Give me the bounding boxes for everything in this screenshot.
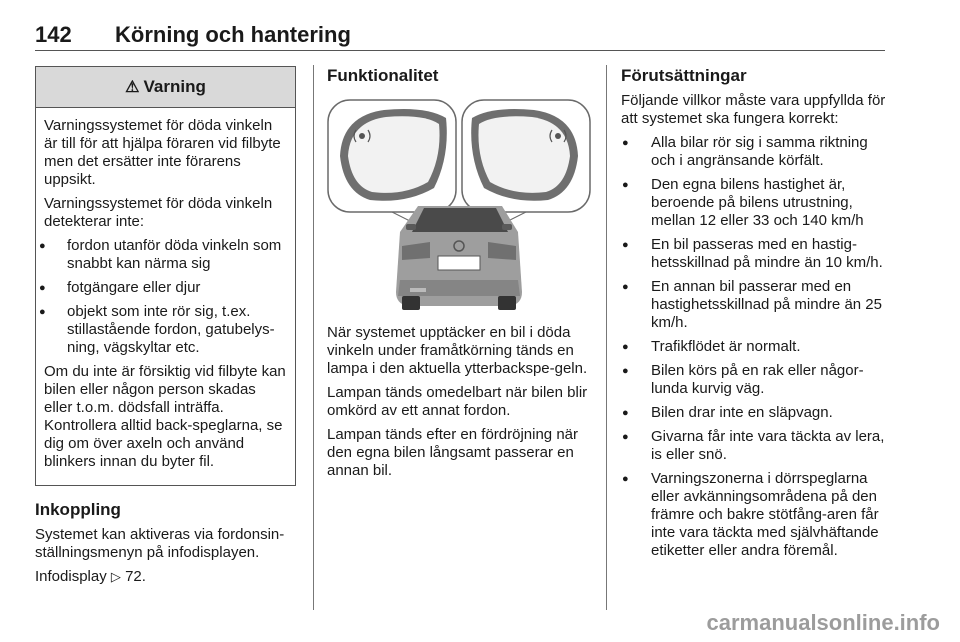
cross-reference <box>35 568 300 586</box>
section-heading: Förutsättningar <box>621 66 747 85</box>
page-number: 142 <box>35 22 72 47</box>
column-divider <box>606 65 607 610</box>
list-item: ● En bil passeras med en hastig-hetsskillnad på mindre än 10 km/h. <box>621 236 889 272</box>
inkoppling-section <box>35 500 300 592</box>
list-item: ● Bilen körs på en rak eller någor-lunda kurvig väg. <box>621 362 889 398</box>
reference-page[interactable]: 72. <box>125 568 146 585</box>
page-header <box>35 14 885 51</box>
warning-paragraph: Om du inte är försiktig vid filbyte kan bilen eller någon person skadas eller t.o.m. dödsfall inträffa. Kontrollera alltid back-speglarna, se dig om över axeln och använd blinkers innan du byter fil. <box>44 363 286 470</box>
warning-paragraph: Varningssystemet för döda vinkeln detekterar inte: <box>44 195 273 230</box>
car-rear-view <box>396 206 522 310</box>
blind-spot-mirror-illustration <box>326 96 592 318</box>
list-item: ● En annan bil passerar med en hastighetsskillnad på mindre än 25 km/h. <box>621 278 889 332</box>
watermark: carmanualsonline.info <box>706 610 940 635</box>
chapter-title: Körning och hantering <box>115 22 351 47</box>
column-divider <box>313 65 314 610</box>
list-item: ● Givarna får inte vara täckta av lera, is eller snö. <box>621 428 889 464</box>
section-heading: Inkoppling <box>35 500 121 519</box>
funktionalitet-heading-block <box>327 66 595 92</box>
page-reference-arrow-icon: ▷ <box>110 569 121 584</box>
list-item: ● objekt som inte rör sig, t.ex. stillastående fordon, gatubelys-ning, vägskyltar etc. <box>38 303 287 357</box>
list-item: ● Den egna bilens hastighet är, beroende på bilens utrustning, mellan 12 eller 33 och 140 km/h <box>621 176 889 230</box>
right-mirror-glass <box>478 116 570 193</box>
forutsattningar-section <box>621 66 889 566</box>
reference-label: Infodisplay <box>35 568 107 585</box>
funktionalitet-section <box>327 324 595 486</box>
list-item: ● Varningszonerna i dörrspeglarna eller avkänningsområdena på den främre och bakre stötfång-aren får inte vara täckta med självhäftande etiketter eller andra föremål. <box>621 470 889 560</box>
paragraph: Systemet kan aktiveras via fordonsin-ställningsmenyn på infodisplayen. <box>35 526 285 561</box>
list-item: ● fordon utanför döda vinkeln som snabbt kan närma sig <box>38 237 287 273</box>
warning-title: Varning <box>143 77 206 96</box>
list-item: ● Bilen drar inte en släpvagn. <box>621 404 889 422</box>
conditions-list <box>621 134 889 560</box>
paragraph: Lampan tänds omedelbart när bilen blir omkörd av ett annat fordon. <box>327 384 588 419</box>
paragraph: Följande villkor måste vara uppfyllda för att systemet ska fungera korrekt: <box>621 92 886 127</box>
warning-box <box>35 66 296 486</box>
paragraph: Lampan tänds efter en fördröjning när den egna bilen långsamt passerar en annan bil. <box>327 426 578 479</box>
warning-header <box>36 67 295 108</box>
warning-body <box>36 108 295 471</box>
paragraph: När systemet upptäcker en bil i döda vinkeln under framåtkörning tänds en lampa i den aktuella ytterbackspe-geln. <box>327 324 588 377</box>
warning-list <box>44 237 287 357</box>
list-item: ● fotgängare eller djur <box>38 279 287 297</box>
section-heading: Funktionalitet <box>327 66 439 85</box>
left-mirror-glass <box>348 116 440 193</box>
warning-paragraph: Varningssystemet för döda vinkeln är till för att hjälpa föraren vid filbyte men det ersätter inte förarens uppsikt. <box>44 117 281 188</box>
list-item: ● Alla bilar rör sig i samma riktning och i angränsande körfält. <box>621 134 889 170</box>
warning-triangle-icon: ⚠ <box>125 79 140 96</box>
list-item: ● Trafikflödet är normalt. <box>621 338 889 356</box>
